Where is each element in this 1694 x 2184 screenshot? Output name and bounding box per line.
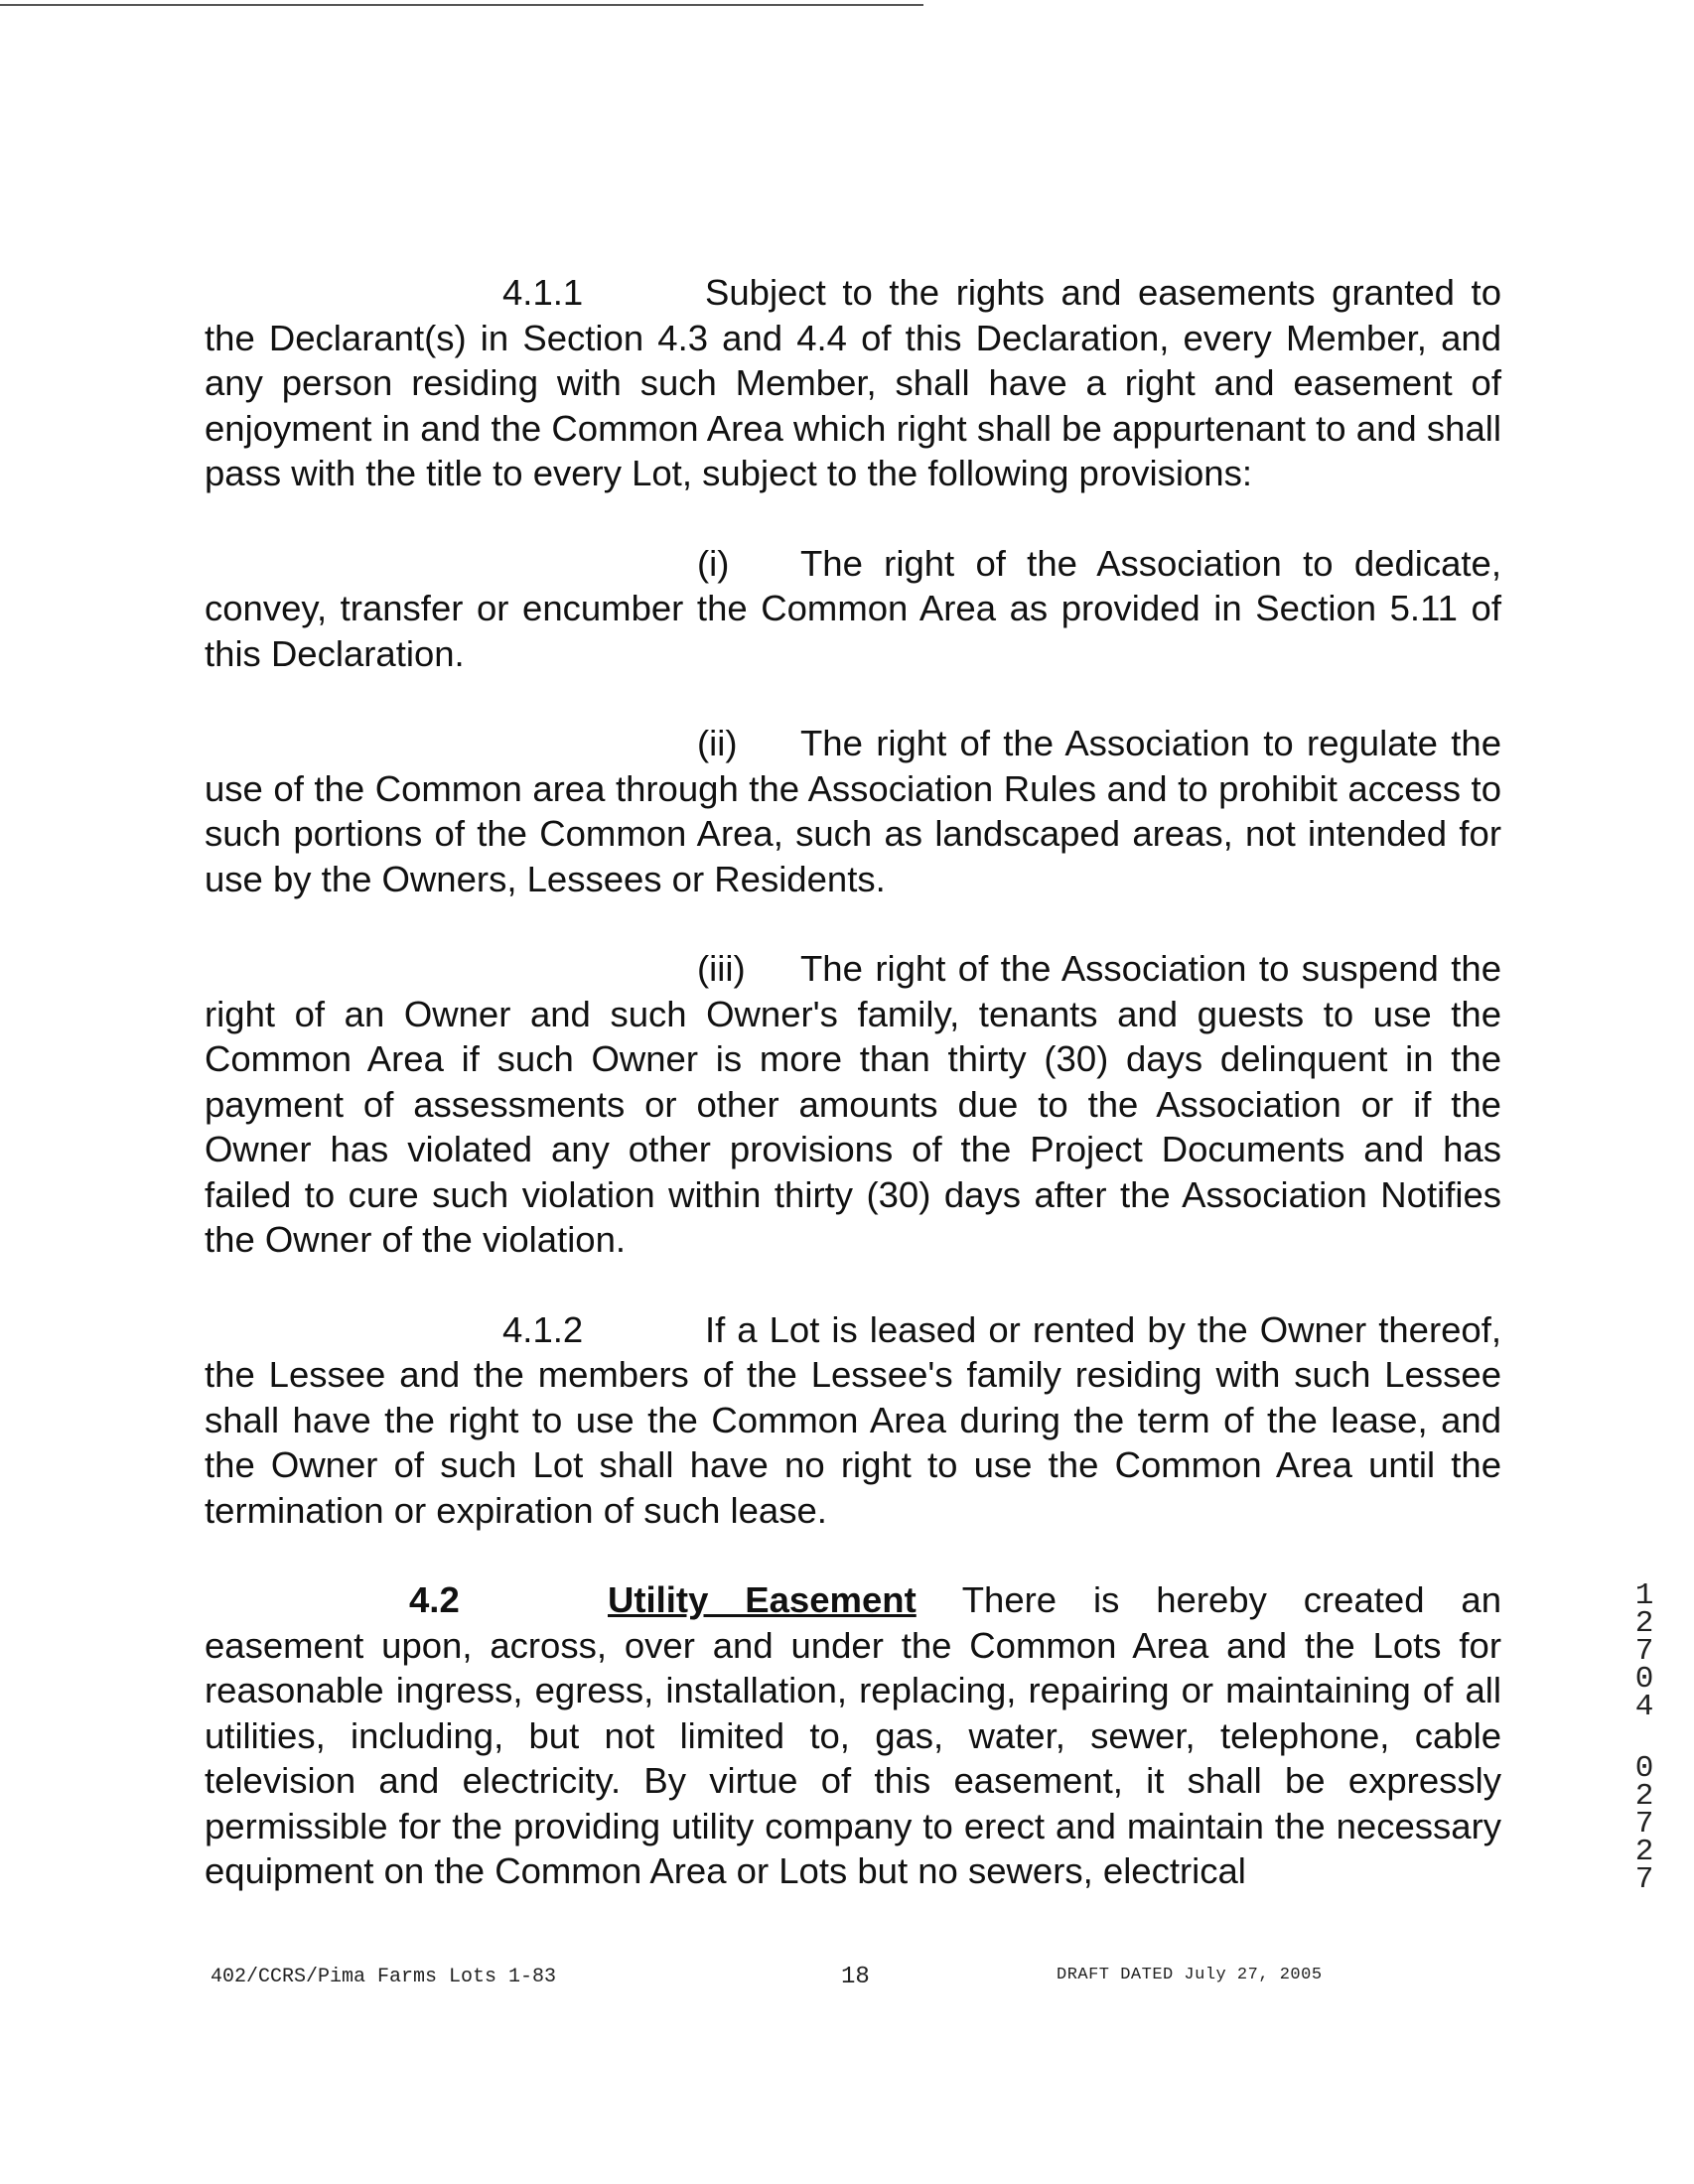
paragraph-text: There is hereby created an easement upon, across, over and under the Common Area and the Lots for reasonable ingress, egress, installation, replacing, repairing or maintaining of all utilities, including, but not limited to, gas, water, sewer, telephone, cable television and electricity. By virtue of this easement, it shall be expressly permissible for the providing utility company to erect and maintain the necessary equipment on the Common Area or Lots but no sewers, electrical: [205, 1579, 1502, 1891]
draft-date: DRAFT DATED July 27, 2005: [1057, 1966, 1323, 1984]
file-reference: 402/CCRS/Pima Farms Lots 1-83: [211, 1966, 557, 1988]
section-number: 4.1.1: [502, 272, 584, 313]
stamp-gap: [1624, 1721, 1664, 1755]
provision-number: (i): [697, 542, 730, 584]
recording-number-stamp: [1624, 1578, 1664, 1897]
page-footer: [0, 1966, 1694, 1995]
provision-number: (iii): [697, 948, 746, 989]
stamp-digit: 2: [1634, 1779, 1654, 1814]
section-number: 4.2: [409, 1579, 460, 1620]
paragraph-text: The right of the Association to suspend the right of an Owner and such Owner's family, tenants and guests to use the Common Area if such Owner is more than thirty (30) days delinquent in the payment of assessments or other amounts due to the Association or if the Owner has violated any other provisions of the Project Documents and has failed to cure such violation within thirty (30) days after the Association Notifies the Owner of the violation.: [205, 948, 1501, 1260]
paragraph-text: The right of the Association to regulate the use of the Common area through the Association Rules and to prohibit access to such portions of the Common Area, such as landscaped areas, not intended for use by the Owners, Lessees or Residents.: [205, 723, 1501, 899]
paragraph-text: If a Lot is leased or rented by the Owner thereof, the Lessee and the members of the Lessee's family residing with such Lessee shall have the right to use the Common Area during the term of the lease, and the Owner of such Lot shall have no right to use the Common Area until the termination or expiration of such lease.: [205, 1308, 1501, 1531]
stamp-digit: 7: [1634, 1807, 1654, 1842]
paragraph-text: The right of the Association to dedicate, convey, transfer or encumber the Common Area as provided in Section 5.11 of this Declaration.: [205, 542, 1501, 674]
document-body: [205, 270, 1501, 1894]
paragraph-4-2: [205, 1577, 1501, 1894]
stamp-digit: 0: [1634, 1662, 1654, 1697]
paragraph-4-1-1: [205, 270, 1501, 496]
paragraph-i: [205, 541, 1501, 677]
paragraph-ii: [205, 721, 1501, 901]
provision-number: (ii): [697, 723, 738, 763]
stamp-digit: 4: [1634, 1690, 1654, 1724]
section-number: 4.1.2: [502, 1308, 584, 1350]
stamp-digit: 7: [1634, 1634, 1654, 1669]
stamp-digit: 7: [1634, 1862, 1654, 1897]
paragraph-4-1-2: [205, 1307, 1501, 1534]
section-heading: Utility Easement: [608, 1579, 917, 1620]
stamp-digit: 1: [1634, 1578, 1654, 1613]
stamp-digit: 0: [1634, 1751, 1654, 1786]
paragraph-iii: [205, 946, 1501, 1263]
scan-top-edge-line: [0, 4, 923, 6]
stamp-digit: 2: [1634, 1835, 1654, 1869]
page-number: 18: [841, 1964, 870, 1990]
paragraph-text: Subject to the rights and easements granted to the Declarant(s) in Section 4.3 and 4.4 of this Declaration, every Member, and any person residing with such Member, shall have a right and easement of enjoyment in and the Common Area which right shall be appurtenant to and shall pass with the title to every Lot, subject to the following provisions:: [205, 272, 1501, 493]
stamp-digit: 2: [1634, 1606, 1654, 1641]
